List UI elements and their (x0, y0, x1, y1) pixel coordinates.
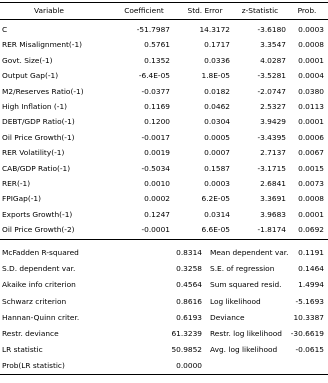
statistic-label: LR statistic (2, 345, 43, 355)
prob-cell: 0.0008 (298, 194, 324, 204)
statistics-row (0, 245, 328, 260)
std-error-cell: 6.2E-05 (201, 194, 230, 204)
std-error-cell: 0.0003 (204, 179, 230, 188)
std-error-cell: 0.1717 (204, 40, 230, 50)
table-row (0, 207, 328, 222)
std-error-cell: 0.0182 (204, 86, 230, 96)
prob-cell: 0.0008 (298, 40, 324, 50)
table-row (0, 114, 328, 129)
z-statistic-cell: 3.9429 (260, 117, 286, 127)
prob-cell: 0.0015 (298, 163, 324, 173)
variable-cell: Govt. Size(-1) (2, 55, 53, 65)
table-row (0, 130, 328, 145)
statistic-value: 0.8616 (176, 296, 202, 306)
header-rule (0, 19, 328, 20)
std-error-cell: 6.6E-05 (201, 225, 230, 235)
statistic-value: 0.4564 (176, 280, 202, 290)
z-statistic-cell: 2.5327 (260, 102, 286, 111)
table-row (0, 145, 328, 160)
coefficient-cell: 0.5761 (144, 40, 170, 50)
z-statistic-cell: -3.5281 (257, 71, 286, 81)
header-prob: Prob. (297, 6, 317, 15)
prob-cell: 0.0001 (298, 209, 324, 219)
z-statistic-cell: 3.3691 (260, 194, 286, 204)
std-error-cell: 0.0462 (204, 102, 230, 111)
variable-cell: M2/Reserves Ratio(-1) (2, 86, 84, 96)
coefficient-cell: 0.1247 (144, 209, 170, 219)
z-statistic-cell: 2.6841 (260, 179, 286, 188)
variable-cell: FPIGap(-1) (2, 194, 41, 204)
z-statistic-cell: -1.8174 (257, 225, 286, 235)
z-statistic-cell: -3.6180 (257, 25, 286, 34)
statistic-label: Restr. log likelihood (210, 329, 282, 338)
variable-cell: Oil Price Growth(-2) (2, 225, 75, 235)
variable-cell: Output Gap(-1) (2, 71, 59, 81)
statistics-row (0, 261, 328, 276)
table-row (0, 99, 328, 114)
statistic-label: McFadden R-squared (2, 248, 79, 257)
prob-cell: 0.0006 (298, 132, 324, 142)
table-row (0, 84, 328, 99)
table-header (0, 3, 328, 18)
coefficient-cell: 0.1200 (144, 117, 170, 127)
variable-cell: RER(-1) (2, 179, 31, 188)
statistic-value: 50.9852 (171, 345, 202, 355)
middle-rule (0, 239, 328, 240)
table-row (0, 53, 328, 68)
statistics-row (0, 358, 328, 373)
variable-cell: C (2, 25, 8, 34)
statistic-value: 1.4994 (298, 280, 324, 290)
statistic-value: 0.8314 (176, 248, 202, 257)
header-std-error: Std. Error (187, 6, 223, 15)
z-statistic-cell: 3.3547 (260, 40, 286, 50)
statistics-row (0, 310, 328, 325)
prob-cell: 0.0001 (298, 117, 324, 127)
statistic-value: -30.6619 (290, 329, 324, 338)
statistics-row (0, 326, 328, 341)
variable-cell: CAB/GDP Ratio(-1) (2, 163, 71, 173)
std-error-cell: 0.1587 (204, 163, 230, 173)
statistics-row (0, 342, 328, 357)
coefficient-cell: 0.0019 (144, 148, 170, 158)
statistics-row (0, 277, 328, 292)
statistic-label: Akaike info criterion (2, 280, 76, 290)
prob-cell: 0.0692 (298, 225, 324, 235)
std-error-cell: 0.0336 (204, 55, 230, 65)
std-error-cell: 0.0007 (204, 148, 230, 158)
statistic-label: Sum squared resid. (210, 280, 282, 290)
table-row (0, 176, 328, 191)
coefficient-cell: -0.0377 (141, 86, 170, 96)
coefficient-cell: -0.5034 (141, 163, 170, 173)
statistic-value: 0.1191 (298, 248, 324, 257)
statistic-label: Hannan-Quinn criter. (2, 312, 80, 322)
std-error-cell: 14.3172 (199, 25, 230, 34)
variable-cell: Oil Price Growth(-1) (2, 132, 75, 142)
std-error-cell: 0.0314 (204, 209, 230, 219)
statistic-value: 0.3258 (176, 264, 202, 274)
statistic-label: Deviance (210, 312, 245, 322)
std-error-cell: 0.0304 (204, 117, 230, 127)
prob-cell: 0.0003 (298, 25, 324, 34)
z-statistic-cell: -3.4395 (257, 132, 286, 142)
coefficient-cell: 0.1352 (144, 55, 170, 65)
statistic-label: Schwarz criterion (2, 296, 67, 306)
statistic-label: S.E. of regression (210, 264, 275, 274)
variable-cell: Exports Growth(-1) (2, 209, 73, 219)
z-statistic-cell: -3.1715 (257, 163, 286, 173)
statistic-label: Mean dependent var. (210, 248, 289, 257)
prob-cell: 0.0380 (298, 86, 324, 96)
variable-cell: RER Misalignment(-1) (2, 40, 83, 50)
coefficient-cell: -0.0017 (141, 132, 170, 142)
coefficient-cell: -0.0001 (141, 225, 170, 235)
table-row (0, 161, 328, 176)
z-statistic-cell: -2.0747 (257, 86, 286, 96)
header-variable: Variable (34, 6, 64, 15)
std-error-cell: 1.8E-05 (201, 71, 230, 81)
statistic-value: 10.3387 (293, 312, 324, 322)
statistic-label: Restr. deviance (2, 329, 59, 338)
table-row (0, 191, 328, 206)
statistic-value: 61.3239 (171, 329, 202, 338)
coefficient-cell: -6.4E-05 (138, 71, 170, 81)
coefficient-cell: 0.1169 (144, 102, 170, 111)
prob-cell: 0.0001 (298, 55, 324, 65)
prob-cell: 0.0004 (298, 71, 324, 81)
z-statistic-cell: 3.9683 (260, 209, 286, 219)
statistic-value: 0.6193 (176, 312, 202, 322)
table-row (0, 222, 328, 237)
statistic-value: -5.1693 (295, 296, 324, 306)
prob-cell: 0.0067 (298, 148, 324, 158)
statistic-value: -0.0615 (295, 345, 324, 355)
z-statistic-cell: 4.0287 (260, 55, 286, 65)
variable-cell: High Inflation (-1) (2, 102, 68, 111)
variable-cell: DEBT/GDP Ratio(-1) (2, 117, 75, 127)
coefficient-cell: -51.7987 (136, 25, 170, 34)
std-error-cell: 0.0005 (204, 132, 230, 142)
statistic-label: Prob(LR statistic) (2, 361, 65, 371)
z-statistic-cell: 2.7137 (260, 148, 286, 158)
table-row (0, 68, 328, 83)
variable-cell: RER Volatility(-1) (2, 148, 65, 158)
statistic-value: 0.1464 (298, 264, 324, 274)
statistic-label: Log likelihood (210, 296, 261, 306)
statistic-value: 0.0000 (176, 361, 202, 371)
bottom-rule (0, 374, 328, 375)
table-row (0, 37, 328, 52)
statistic-label: Avg. log likelihood (210, 345, 278, 355)
coefficient-cell: 0.0002 (144, 194, 170, 204)
prob-cell: 0.0113 (298, 102, 324, 111)
table-row (0, 22, 328, 37)
header-z-statistic: z-Statistic (241, 6, 279, 15)
header-coefficient: Coefficient (124, 6, 164, 15)
coefficient-cell: 0.0010 (144, 179, 170, 188)
statistics-row (0, 294, 328, 309)
statistic-label: S.D. dependent var. (2, 264, 76, 274)
prob-cell: 0.0073 (298, 179, 324, 188)
